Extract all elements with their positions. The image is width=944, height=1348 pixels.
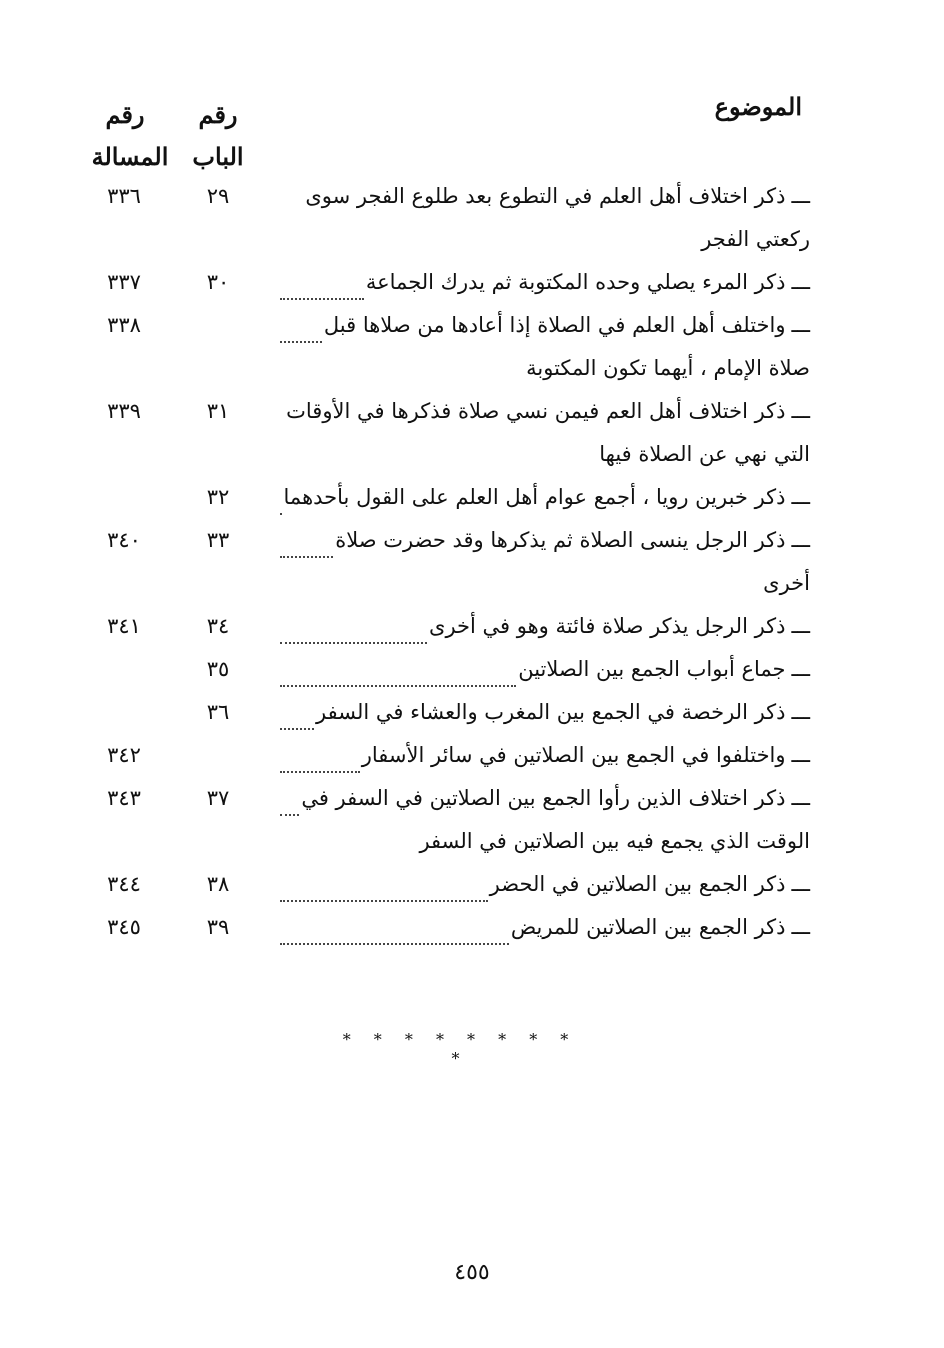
dot-leader [280, 911, 509, 954]
page-number: ٤٥٥ [454, 1260, 490, 1285]
entry-title: ذكر المرء يصلي وحده المكتوبة ثم يدرك الجماعة [365, 270, 786, 294]
toc-entry [90, 266, 810, 309]
entry-dash: ـــ [791, 743, 810, 767]
header-masala-line2: المسالة [91, 142, 169, 171]
entry-title: ذكر الجمع بين الصلاتين في الحضر [489, 872, 786, 896]
entry-topic [301, 786, 810, 810]
entry-dash: ـــ [791, 700, 810, 724]
entry-topic [305, 184, 810, 208]
masala-number: ٣٣٩ [107, 399, 141, 423]
masala-number: ٣٤٤ [107, 872, 141, 896]
bab-number: ٢٩ [206, 184, 230, 208]
masala-number: ٣٣٦ [107, 184, 141, 208]
toc-entry [90, 911, 810, 954]
toc-entry [90, 868, 810, 911]
entry-topic [324, 313, 810, 337]
entry-topic [518, 657, 810, 681]
entry-title: واختلف أهل العلم في الصلاة إذا أعادها من صلاها قبل [323, 313, 786, 337]
dot-leader [280, 266, 364, 309]
header-bab-line1: رقم [198, 100, 238, 129]
entry-continuation: الوقت الذي يجمع فيه بين الصلاتين في السفر [419, 829, 810, 853]
entry-dash: ـــ [791, 313, 810, 337]
bab-number: ٣٢ [206, 485, 230, 509]
entry-title: ذكر الرخصة في الجمع بين المغرب والعشاء في السفر [316, 700, 786, 724]
entry-title: ذكر اختلاف الذين رأوا الجمع بين الصلاتين في السفر في [301, 786, 786, 810]
entry-topic [335, 528, 810, 552]
entry-title: ذكر الجمع بين الصلاتين للمريض [510, 915, 786, 939]
toc-entry [90, 309, 810, 395]
bab-number: ٣٨ [206, 872, 230, 896]
masala-number: ٣٤٣ [107, 786, 141, 810]
entry-continuation: ركعتي الفجر [701, 227, 810, 251]
dot-leader [280, 739, 360, 782]
entry-continuation: التي نهي عن الصلاة فيها [599, 442, 810, 466]
bab-number: ٣١ [206, 399, 230, 423]
entry-dash: ـــ [791, 485, 810, 509]
dot-leader [280, 696, 314, 739]
entry-title: جماع أبواب الجمع بين الصلاتين [518, 657, 786, 681]
toc-entry [90, 739, 810, 782]
bab-number: ٣٠ [206, 270, 230, 294]
masala-number: ٣٣٨ [107, 313, 141, 337]
entry-dash: ـــ [791, 786, 810, 810]
masala-number: ٣٤٥ [107, 915, 141, 939]
toc-entry [90, 653, 810, 696]
toc-entry [90, 524, 810, 610]
bab-number: ٣٣ [206, 528, 230, 552]
entry-title: ذكر خبرين رويا ، أجمع عوام أهل العلم على القول بأحدهما [283, 485, 786, 509]
dot-leader [280, 309, 322, 352]
header-masala-line1: رقم [105, 100, 145, 129]
dot-leader [280, 868, 488, 911]
bab-number: ٣٦ [206, 700, 230, 724]
header-topic: الموضوع [714, 92, 802, 121]
entry-continuation: أخرى [763, 571, 810, 595]
entry-topic [284, 485, 810, 509]
masala-number: ٣٤١ [107, 614, 141, 638]
dot-leader [280, 610, 427, 653]
entry-title: واختلفوا في الجمع بين الصلاتين في سائر الأسفار [361, 743, 786, 767]
toc-entries [90, 180, 810, 954]
entry-topic [316, 700, 810, 724]
entry-title: ذكر الرجل يذكر صلاة فائتة وهو في أخرى [429, 614, 786, 638]
toc-entry [90, 696, 810, 739]
dot-leader [280, 481, 282, 524]
header-bab-line2: الباب [192, 142, 244, 171]
entry-topic [286, 399, 810, 423]
entry-title: ذكر اختلاف أهل العلم في التطوع بعد طلوع الفجر سوى [305, 184, 786, 208]
entry-title: ذكر اختلاف أهل العم فيمن نسي صلاة فذكرها في الأوقات [286, 399, 786, 423]
entry-dash: ـــ [791, 184, 810, 208]
bab-number: ٣٥ [206, 657, 230, 681]
entry-dash: ـــ [791, 614, 810, 638]
toc-entry [90, 481, 810, 524]
dot-leader [280, 524, 333, 567]
entry-dash: ـــ [791, 270, 810, 294]
dot-leader [280, 653, 516, 696]
entry-dash: ـــ [791, 657, 810, 681]
dot-leader [280, 782, 299, 825]
entry-dash: ـــ [791, 399, 810, 423]
entry-topic [362, 743, 810, 767]
bab-number: ٣٧ [206, 786, 230, 810]
entry-dash: ـــ [791, 915, 810, 939]
toc-entry [90, 180, 810, 266]
bab-number: ٣٩ [206, 915, 230, 939]
entry-topic [429, 614, 810, 638]
entry-topic [490, 872, 810, 896]
masala-number: ٣٣٧ [107, 270, 141, 294]
entry-dash: ـــ [791, 528, 810, 552]
entry-dash: ـــ [791, 872, 810, 896]
bab-number: ٣٤ [206, 614, 230, 638]
entry-title: ذكر الرجل ينسى الصلاة ثم يذكرها وقد حضرت صلاة [335, 528, 786, 552]
entry-continuation: صلاة الإمام ، أيهما تكون المكتوبة [526, 356, 810, 380]
masala-number: ٣٤٢ [107, 743, 141, 767]
entry-topic [366, 270, 810, 294]
toc-entry [90, 395, 810, 481]
masala-number: ٣٤٠ [107, 528, 141, 552]
stars-separator: * * * * * * * * * [342, 1030, 578, 1068]
toc-entry [90, 782, 810, 868]
entry-topic [511, 915, 810, 939]
toc-entry [90, 610, 810, 653]
